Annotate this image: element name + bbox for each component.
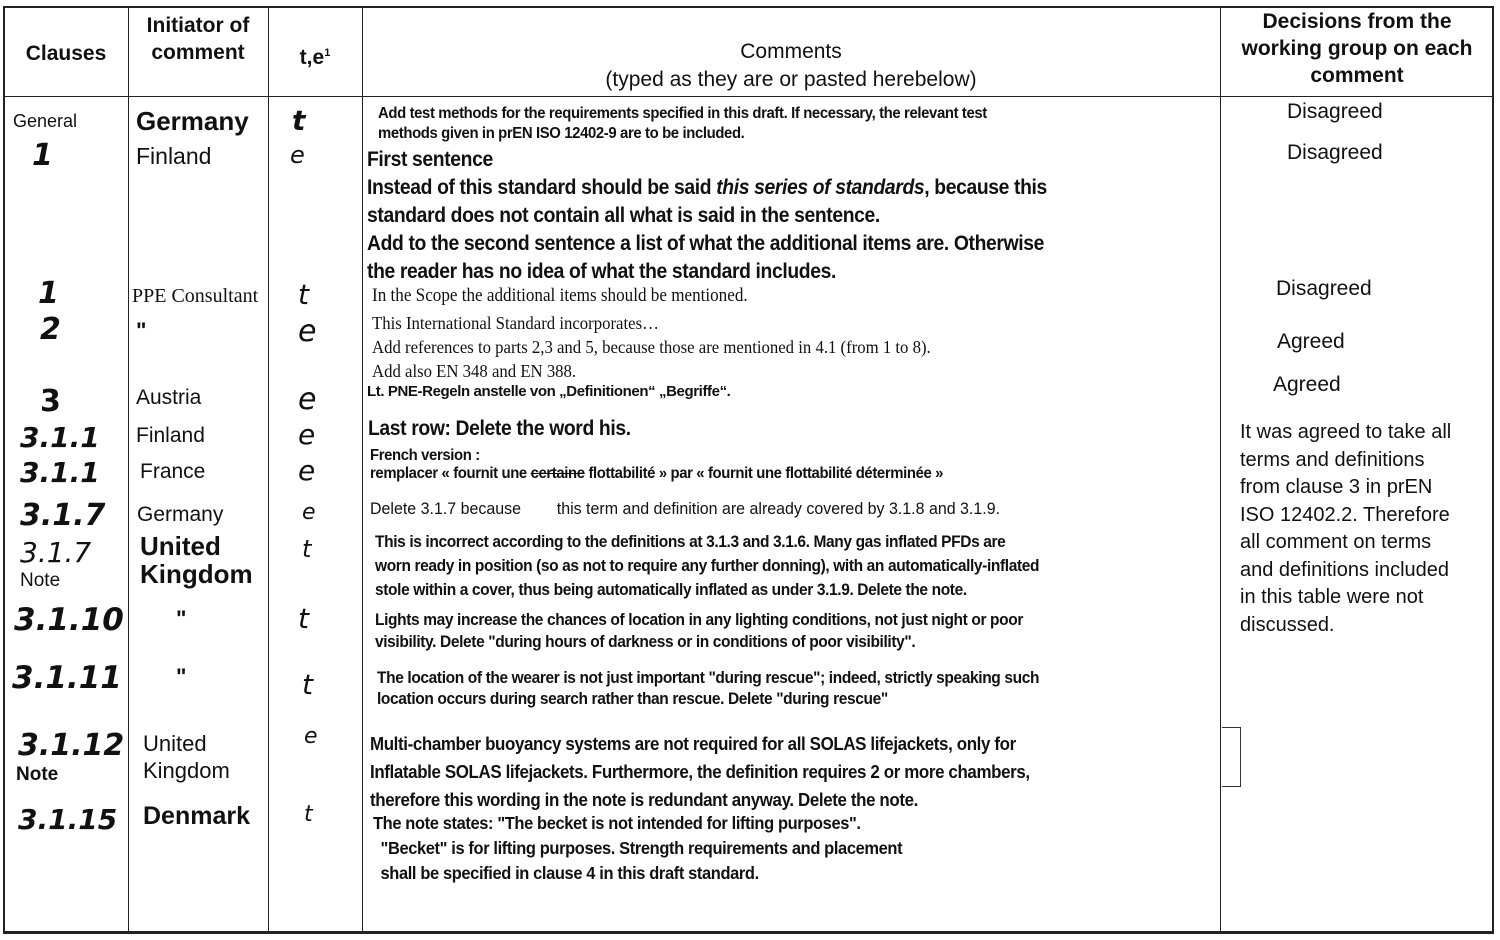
- clause-cell: General: [13, 111, 78, 131]
- header-comments-subtitle: (typed as they are or pasted herebelow): [605, 68, 977, 91]
- column-divider: [362, 6, 363, 934]
- decision-cell: Agreed: [1277, 330, 1345, 353]
- comment-line: [370, 465, 943, 483]
- comment-text: Instead of this standard should be said: [367, 176, 717, 199]
- initiator-cell: France: [140, 460, 206, 483]
- pasted-box-edge: [1222, 727, 1241, 787]
- type-cell: e: [298, 418, 316, 451]
- comment-line: Add to the second sentence a list of what the additional items are. Otherwise: [367, 232, 1044, 255]
- comment-text: flottabilité » par « fournit une flottabilité déterminée »: [584, 465, 944, 482]
- comment-cell: [375, 530, 1039, 602]
- comment-text: remplacer « fournit une: [370, 465, 531, 482]
- initiator-cell: Austria: [136, 386, 202, 409]
- header-comments: [364, 38, 1218, 94]
- comment-line: visibility. Delete "during hours of darkness or in conditions of poor visibility".: [375, 633, 916, 651]
- clause-cell: 3.1.10: [14, 602, 124, 638]
- header-divider: [3, 96, 1494, 97]
- comment-italic-text: this series of standards: [716, 176, 925, 199]
- column-divider: [268, 6, 269, 934]
- clause-cell: 3.1.1: [20, 421, 100, 454]
- comment-line: Lights may increase the chances of location in any lighting conditions, not just night or poor: [375, 611, 1024, 629]
- comment-cell: [378, 104, 987, 144]
- clause-note: Note: [20, 570, 61, 591]
- clause-cell: 2: [40, 312, 61, 347]
- header-type: [270, 40, 360, 71]
- comment-cell: [370, 499, 1000, 519]
- initiator-cell: Finland: [136, 424, 205, 447]
- clause-note: Note: [16, 764, 59, 785]
- comment-text: , because this: [924, 176, 1047, 199]
- comment-line: the reader has no idea of what the standard includes.: [367, 260, 836, 283]
- comment-line: Multi-chamber buoyancy systems are not required for all SOLAS lifejackets, only for: [370, 734, 1016, 754]
- comment-text: Delete 3.1.7 because: [370, 499, 522, 518]
- comment-cell: In the Scope the additional items should be mentioned.: [372, 285, 748, 306]
- comment-line: Add test methods for the requirements specified in this draft. If necessary, the relevant test: [378, 105, 987, 122]
- clause-cell: 1: [32, 138, 53, 173]
- comment-cell: [367, 146, 1047, 286]
- type-cell: e: [304, 724, 318, 749]
- struck-text: certaine: [530, 465, 585, 482]
- header-decisions: Decisions from the working group on each comment: [1241, 10, 1473, 87]
- decision-cell: Agreed: [1273, 373, 1341, 396]
- clause-cell: 3: [40, 384, 61, 419]
- comment-line: worn ready in position (so as not to require any further donning), with an automatically-inflated: [375, 557, 1040, 575]
- clause-cell: 3.1.12: [18, 728, 125, 763]
- comment-line: standard does not contain all what is said in the sentence.: [367, 204, 880, 227]
- initiator-cell: United Kingdom: [143, 731, 230, 783]
- initiator-cell: ": [136, 318, 147, 343]
- comment-line: location occurs during search rather than rescue. Delete "during rescue": [377, 690, 888, 708]
- decision-cell: Disagreed: [1287, 100, 1383, 123]
- comment-cell: [373, 811, 902, 886]
- type-cell: t: [302, 668, 313, 701]
- decision-cell: Disagreed: [1276, 277, 1372, 300]
- comment-line: therefore this wording in the note is redundant anyway. Delete the note.: [370, 790, 918, 810]
- header-type-label: t,e: [299, 46, 325, 69]
- comment-line: This International Standard incorporates…: [372, 313, 659, 333]
- comment-cell: [372, 311, 931, 383]
- type-cell: e: [298, 382, 317, 417]
- initiator-cell: ": [176, 606, 187, 631]
- initiator-cell: United Kingdom: [140, 531, 253, 589]
- column-divider: [1220, 6, 1221, 934]
- comment-line: This is incorrect according to the definitions at 3.1.3 and 3.1.6. Many gas inflated PFDs are: [375, 533, 1006, 551]
- comment-line: stole within a cover, thus being automatically inflated as under 3.1.9. Delete the note.: [375, 581, 967, 599]
- type-cell: t: [298, 278, 309, 311]
- clause-cell: 1: [38, 276, 59, 311]
- terms-decision-note: It was agreed to take all terms and definitions from clause 3 in prEN ISO 12402.2. Therefore all comment on terms and definitions included in this table were not discussed.: [1240, 421, 1452, 636]
- comment-line: [367, 174, 1047, 202]
- initiator-cell: PPE Consultant: [132, 285, 259, 307]
- comment-line: The location of the wearer is not just important "during rescue"; indeed, strictly speaking such: [377, 669, 1040, 687]
- comment-line: shall be specified in clause 4 in this draft standard.: [380, 863, 759, 883]
- comment-line: methods given in prEN ISO 12402-9 are to be included.: [378, 125, 745, 142]
- comment-line: Inflatable SOLAS lifejackets. Furthermore, the definition requires 2 or more chambers,: [370, 762, 1030, 782]
- initiator-cell: Germany: [137, 503, 224, 526]
- clause-cell: 3.1.7: [20, 536, 92, 569]
- comment-line: The note states: "The becket is not intended for lifting purposes".: [373, 813, 861, 833]
- comment-cell: [370, 447, 943, 483]
- type-cell: e: [298, 314, 317, 349]
- comment-cell: [377, 668, 1039, 710]
- type-cell: e: [290, 141, 305, 169]
- type-cell: t: [302, 535, 312, 563]
- comment-title: First sentence: [367, 148, 493, 171]
- initiator-cell: Denmark: [143, 802, 250, 830]
- initiator-cell: ": [176, 664, 187, 689]
- clause-cell: 3.1.1: [20, 456, 100, 489]
- comment-line: Add references to parts 2,3 and 5, because those are mentioned in 4.1 (from 1 to 8).: [372, 337, 931, 357]
- type-cell: e: [302, 500, 316, 525]
- clause-cell: 3.1.15: [18, 803, 118, 836]
- type-cell: e: [298, 454, 316, 487]
- footnote-marker: 1: [324, 47, 331, 59]
- initiator-cell: Germany: [136, 106, 249, 136]
- decision-cell: Disagreed: [1287, 141, 1383, 164]
- comment-title: French version :: [370, 447, 480, 464]
- column-divider: [128, 6, 129, 934]
- header-initiator: Initiator of comment: [146, 14, 250, 64]
- comment-text: this term and definition are already covered by 3.1.8 and 3.1.9.: [556, 499, 1001, 518]
- comment-cell: Lt. PNE-Regeln anstelle von „Definitionen“ „Begriffe“.: [367, 383, 731, 400]
- header-comments-title: Comments: [740, 40, 842, 63]
- comment-cell: Last row: Delete the word his.: [368, 417, 631, 440]
- initiator-cell: Finland: [136, 143, 212, 169]
- type-cell: t: [304, 802, 313, 827]
- comment-cell: [375, 609, 1023, 653]
- header-clauses: Clauses: [25, 42, 107, 65]
- comment-line: Add also EN 348 and EN 388.: [372, 361, 577, 381]
- type-cell: t: [298, 602, 309, 635]
- comment-line: "Becket" is for lifting purposes. Strength requirements and placement: [380, 838, 903, 858]
- comment-cell: [370, 730, 1030, 814]
- type-cell: t: [292, 104, 306, 137]
- clause-cell: 3.1.7: [20, 498, 106, 533]
- clause-cell: 3.1.11: [12, 660, 122, 696]
